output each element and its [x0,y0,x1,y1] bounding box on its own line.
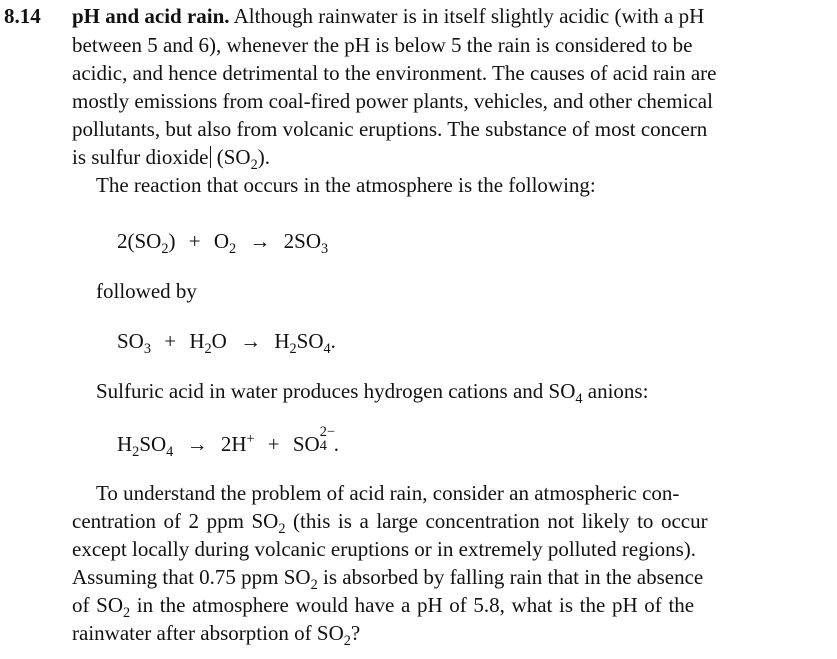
eq3-charge: 2− [319,423,335,440]
equation-3 [117,423,339,460]
reaction-intro: The reaction that occurs in the atmosphere is the following: [96,173,596,197]
plus-sign: + [188,229,201,253]
q5-text-b: in the atmosphere would have a pH of 5.8, what is the pH of the [130,593,695,617]
eq2-period: . [330,329,336,353]
eq3-charge-stack [319,423,335,454]
eq3-sup: + [246,431,255,448]
eq1-sub: 2 [229,240,237,257]
q-sub: 2 [310,576,318,593]
problem-number: 8.14 [4,4,41,28]
eq1-sub: 3 [321,240,329,257]
eq3-so: SO [139,432,167,456]
eq2-sub: 2 [289,340,297,357]
eq1-reactant-a: 2(SO [117,229,162,253]
eq3-reactant: H [117,432,133,456]
q2-text-a: centration of 2 ppm SO [72,509,279,533]
problem-first-line [72,4,704,29]
eq3-sub: 4 [166,443,174,460]
last-line-text: is sulfur dioxide [72,145,209,169]
q4-text-b: is absorbed by falling rain that in the absence [317,565,704,589]
eq1-reactant-b: O [213,229,229,253]
q4-text-a: Assuming that 0.75 ppm SO [72,565,311,589]
intro-line-2: acidic, and hence detrimental to the environment. The causes of acid rain are [72,61,717,85]
text-cursor [210,146,211,168]
sulfuric-acid-line [96,379,649,407]
eq2-sub: 4 [323,340,331,357]
eq1-sub: 2 [161,240,169,257]
eq2-reactant-b: H [189,329,205,353]
sulfuric-sub: 4 [575,390,583,407]
intro-first-text: Although rainwater is in itself slightly acidic (with a pH [233,4,705,28]
eq3-period: . [333,432,339,456]
so2-open: (SO [216,145,251,169]
eq2-sub: 2 [204,340,212,357]
equation-1 [117,229,329,257]
eq1-close: ) [168,229,176,253]
q6-text-a: rainwater after absorption of SO [72,621,344,645]
intro-line-3: mostly emissions from coal-fired power plants, vehicles, and other chemical [72,89,713,113]
eq3-product-so4: SO [292,432,320,456]
question-line-1 [96,481,791,506]
q-sub: 2 [123,604,131,621]
intro-line-4: pollutants, but also from volcanic eruptions. The substance of most concern [72,117,708,141]
eq2-sub: 3 [143,340,151,357]
question-line-4 [72,565,704,593]
sulfuric-text: Sulfuric acid in water produces hydrogen cations and SO [96,379,576,403]
arrow-icon: → [249,229,271,253]
eq3-sub: 2 [132,443,140,460]
followed-by: followed by [96,279,197,303]
q2-text-b: (this is a large concentration not likely to occur [285,509,708,533]
q-sub: 2 [278,520,286,537]
eq1-product: 2SO [283,229,321,253]
so2-close: ). [257,145,270,169]
eq2-so: SO [296,329,324,353]
question-line-3: except locally during volcanic eruptions or in extremely polluted regions). [72,537,696,561]
so2-sub: 2 [250,156,258,173]
arrow-icon: → [240,329,262,353]
arrow-icon: → [186,432,208,456]
sulfuric-text-end: anions: [582,379,649,403]
plus-sign: + [164,329,177,353]
intro-line-1: between 5 and 6), whenever the pH is below 5 the rain is considered to be [72,33,693,57]
eq3-product-h: 2H [220,432,247,456]
q5-text-a: of SO [72,593,123,617]
eq3-sub: 4 [319,437,327,454]
q-sub: 2 [343,632,351,649]
question-line-1-text: To understand the problem of acid rain, consider an atmospheric con- [96,481,680,505]
intro-last-line [72,145,270,173]
plus-sign: + [267,432,280,456]
equation-2 [117,329,336,357]
question-line-2 [72,509,708,537]
question-line-6 [72,621,361,649]
eq2-product: H [274,329,290,353]
q6-text-b: ? [350,621,361,645]
question-line-5 [72,593,695,621]
eq2-reactant-a: SO [117,329,144,353]
problem-title: pH and acid rain. [72,4,230,28]
eq2-o: O [211,329,227,353]
